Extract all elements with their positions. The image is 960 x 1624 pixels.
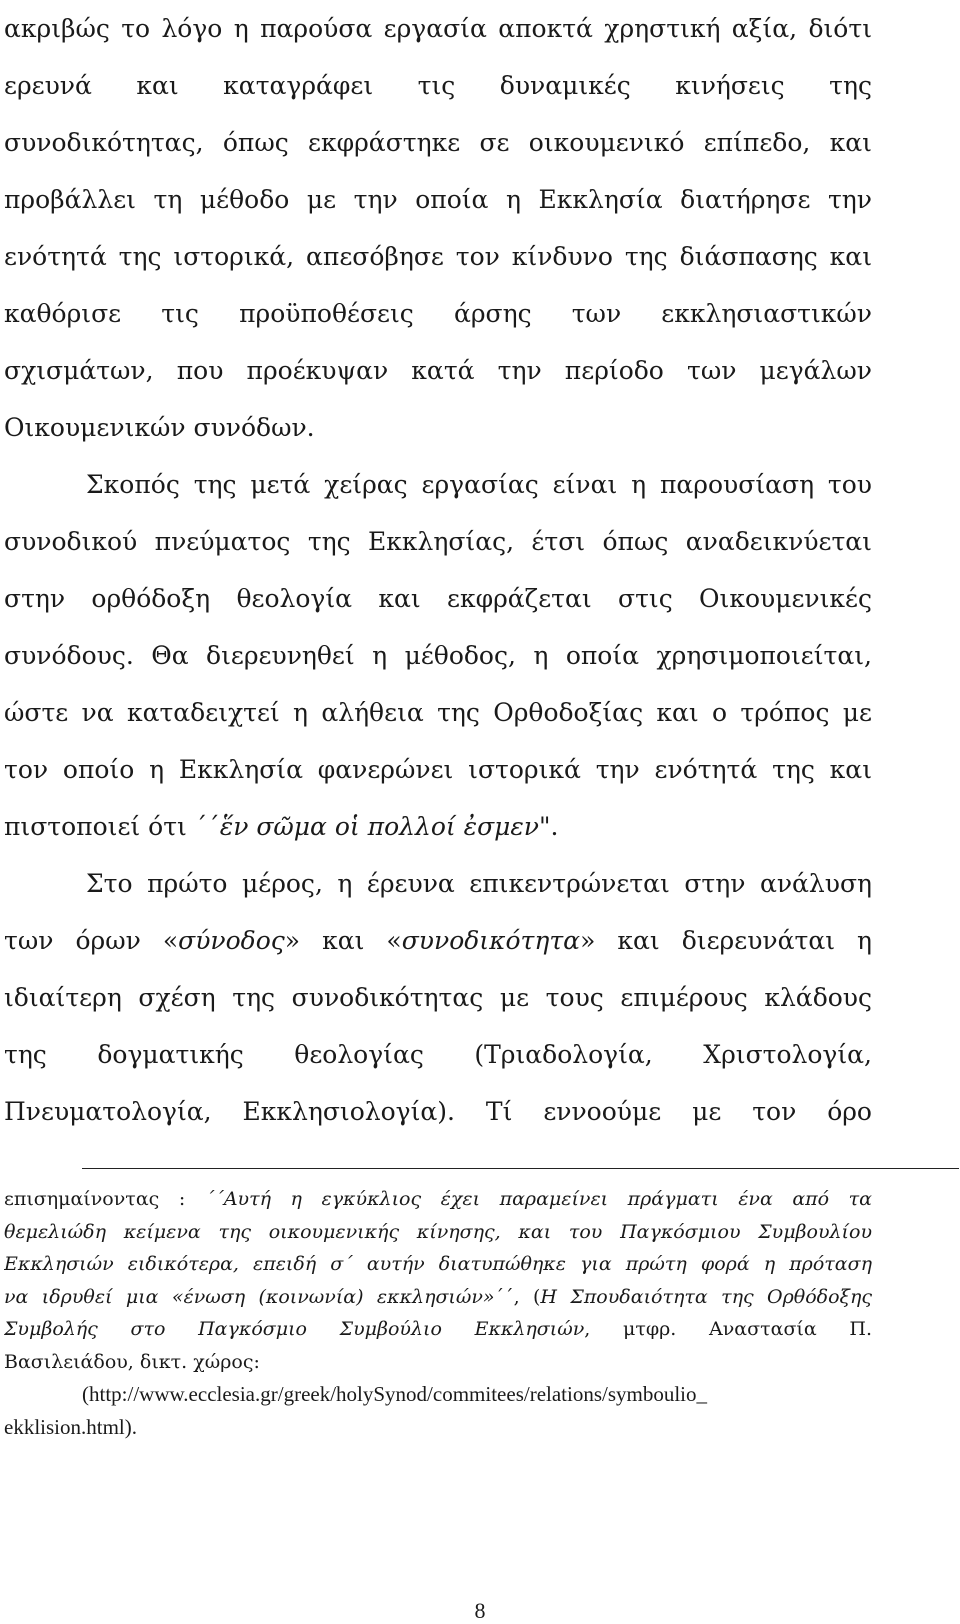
footnote-quote: θεμελιώδη κείμενα της οικουμενικής κίνησης, και του Παγκόσμιου Συμβουλίου (4, 1220, 872, 1243)
text-line: στην ορθόδοξη θεολογία και εκφράζεται στις Οικουμενικές (4, 584, 872, 613)
text-line-quote (4, 798, 872, 855)
footnote-separator (82, 1168, 959, 1169)
body-text (4, 0, 872, 1140)
term-synodos: σύνοδος (178, 926, 285, 955)
text-line: Σκοπός της μετά χείρας εργασίας είναι η παρουσίαση του (86, 470, 872, 499)
quote-open: ΄΄ (194, 812, 220, 841)
text-line: Πνευματολογία, Εκκλησιολογία). Τί εννοούμε με τον όρο (4, 1097, 872, 1126)
scripture-quote: ἕν σῶμα οἱ πολλοί ἐσμεν (219, 812, 539, 841)
footnote-quote: να ιδρυθεί μια «ένωση (κοινωνία) εκκλησιών» (4, 1285, 495, 1308)
footnote-line (4, 1183, 872, 1216)
footnote-line (4, 1281, 872, 1314)
text-line: προβάλλει τη μέθοδο με την οποία η Εκκλησία διατήρησε την (4, 185, 872, 214)
footnote-url: ekklision.html). (4, 1414, 137, 1439)
text-segment: πιστοποιεί ότι (4, 812, 195, 841)
text-segment: των όρων « (4, 926, 179, 955)
text-line: ενότητά της ιστορικά, απεσόβησε τον κίνδυνο της διάσπασης και (4, 242, 872, 271)
text-segment: » και « (284, 926, 402, 955)
footnote-title: Η Σπουδαιότητα της Ορθόδοξης (540, 1285, 872, 1308)
page-number: 8 (474, 1598, 486, 1623)
footnote-quote: Εκκλησιών ειδικότερα, επειδή σ΄ αυτήν διατυπώθηκε για πρώτη φορά η πρόταση (4, 1253, 872, 1275)
footnote-line (4, 1313, 872, 1346)
text-line: τον οποίο η Εκκλησία φανερώνει ιστορικά την ενότητά της και (4, 755, 872, 784)
footnote-url: (http://www.ecclesia.gr/greek/holySynod/commitees/relations/symboulio_ (82, 1382, 708, 1406)
text-line: ακριβώς το λόγο η παρούσα εργασία αποκτά χρηστική αξία, διότι (4, 14, 872, 43)
text-line-terms (4, 912, 872, 969)
text-line: ιδιαίτερη σχέση της συνοδικότητας με τους επιμέρους κλάδους (4, 983, 872, 1012)
text-line: καθόρισε τις προϋποθέσεις άρσης των εκκλησιαστικών (4, 299, 872, 328)
text-line: της δογματικής θεολογίας (Τριαδολογία, Χριστολογία, (4, 1040, 872, 1069)
footnote-segment: ΄΄, ( (494, 1285, 541, 1308)
quote-close: ". (539, 812, 559, 841)
footnote-line: Βασιλειάδου, δικτ. χώρος: (4, 1350, 260, 1373)
text-line: συνοδικότητας, όπως εκφράστηκε σε οικουμενικό επίπεδο, και (4, 128, 872, 157)
text-line: συνόδους. Θα διερευνηθεί η μέθοδος, η οποία χρησιμοποιείται, (4, 641, 872, 670)
footnote-quote: ΄΄Αυτή η εγκύκλιος έχει παραμείνει πράγματι ένα από τα (204, 1188, 872, 1210)
text-line: συνοδικού πνεύματος της Εκκλησίας, έτσι όπως αναδεικνύεται (4, 527, 872, 556)
footnote-segment: , μτφρ. Αναστασία Π. (584, 1318, 872, 1340)
text-segment: » και διερευνάται η (580, 926, 872, 955)
text-line: σχισμάτων, που προέκυψαν κατά την περίοδο των μεγάλων (4, 356, 872, 385)
text-line: ερευνά και καταγράφει τις δυναμικές κινήσεις της (4, 71, 872, 100)
text-line: Στο πρώτο μέρος, η έρευνα επικεντρώνεται στην ανάλυση (86, 869, 872, 898)
footnote (4, 1183, 872, 1443)
footnote-segment: επισημαίνοντας : (4, 1188, 205, 1210)
footnote-line (4, 1216, 872, 1249)
text-line: ώστε να καταδειχτεί η αλήθεια της Ορθοδοξίας και ο τρόπος με (4, 698, 872, 727)
term-synodikotita: συνοδικότητα (401, 926, 581, 955)
text-line: Οικουμενικών συνόδων. (4, 413, 315, 442)
footnote-title: Συμβολής στο Παγκόσμιο Συμβούλιο Εκκλησιών (4, 1318, 585, 1340)
footnote-line (4, 1248, 872, 1281)
